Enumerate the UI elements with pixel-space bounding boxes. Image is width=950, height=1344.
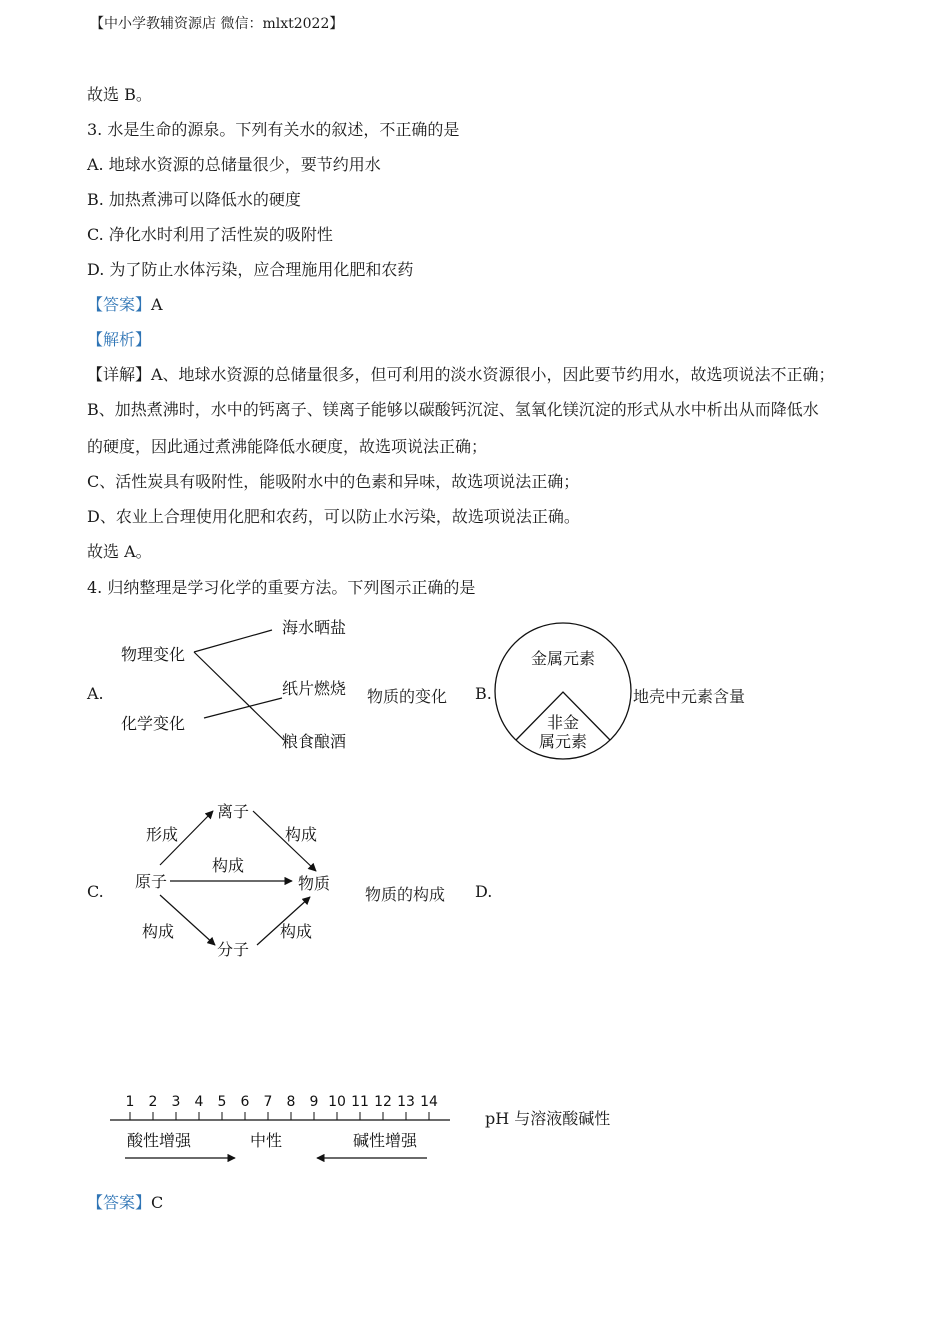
q3-option-b: B. 加热煮沸可以降低水的硬度 xyxy=(87,190,301,209)
q3-option-a: A. 地球水资源的总储量很少，要节约用水 xyxy=(87,155,381,174)
q3-analysis-tag: 【解析】 xyxy=(87,330,152,349)
ph-value-label: 10 xyxy=(328,1094,346,1110)
ph-value-label: 9 xyxy=(309,1094,319,1110)
constitute-label-bottom-right: 构成 xyxy=(280,922,313,941)
q3-detail-line-3: 的硬度，因此通过煮沸能降低水硬度，故选项说法正确； xyxy=(87,437,488,456)
ph-value-label: 3 xyxy=(171,1094,181,1110)
constitute-label-bottom-left: 构成 xyxy=(142,922,175,941)
ph-value-label: 5 xyxy=(217,1094,227,1110)
ph-ticks-group xyxy=(126,1094,438,1120)
q3-detail-line-2: B、加热煮沸时，水中的钙离子、镁离子能够以碳酸钙沉淀、氢氧化镁沉淀的形式从水中析出从而降低水 xyxy=(87,400,819,419)
option-c-diagram xyxy=(120,795,360,970)
ph-value-label: 1 xyxy=(125,1094,135,1110)
answer-value: A xyxy=(151,295,163,314)
q3-option-d: D. 为了防止水体污染，应合理施用化肥和农药 xyxy=(87,260,414,279)
link-physical-brewing xyxy=(194,652,284,740)
option-b-diagram xyxy=(492,620,634,762)
ph-value-label: 14 xyxy=(420,1094,438,1110)
constitute-label-middle: 构成 xyxy=(212,856,245,875)
substance-label: 物质 xyxy=(298,874,331,893)
ph-value-label: 13 xyxy=(397,1094,415,1110)
nonmetal-line1: 非金 xyxy=(546,713,580,732)
ph-value-label: 7 xyxy=(263,1094,273,1110)
ion-label: 离子 xyxy=(217,802,250,821)
paper-burning-label: 纸片燃烧 xyxy=(282,679,347,698)
answer-tag: 【答案】 xyxy=(87,295,152,314)
option-b-caption: 地壳中元素含量 xyxy=(633,687,746,706)
answer-tag: 【答案】 xyxy=(87,1193,152,1212)
q4-option-d-label: D. xyxy=(475,882,493,901)
nonmetal-line2: 属元素 xyxy=(538,732,588,751)
base-stronger-label: 碱性增强 xyxy=(353,1131,418,1150)
q3-detail-line-4: C、活性炭具有吸附性，能吸附水中的色素和异味，故选项说法正确； xyxy=(87,472,580,491)
metal-element-label: 金属元素 xyxy=(530,649,596,668)
option-a-diagram xyxy=(110,612,370,762)
constitute-label-top: 构成 xyxy=(285,825,318,844)
ph-value-label: 12 xyxy=(374,1094,392,1110)
q3-answer xyxy=(87,292,163,315)
q4-option-c-label: C. xyxy=(87,882,104,901)
ph-value-label: 11 xyxy=(351,1094,369,1110)
option-c-caption: 物质的构成 xyxy=(365,885,446,904)
form-label: 形成 xyxy=(146,825,179,844)
atom-label: 原子 xyxy=(135,872,168,891)
link-physical-seawater xyxy=(194,630,272,652)
q4-answer xyxy=(87,1190,163,1213)
q4-option-a-label: A. xyxy=(87,684,104,703)
option-a-caption: 物质的变化 xyxy=(367,687,448,706)
acid-stronger-label: 酸性增强 xyxy=(127,1131,192,1150)
q3-choice: 故选 A。 xyxy=(87,542,152,561)
q4-option-b-label: B. xyxy=(475,684,492,703)
prev-choice: 故选 B。 xyxy=(87,85,152,104)
ph-value-label: 8 xyxy=(286,1094,296,1110)
header-banner: 【中小学教辅资源店 微信：mlxt2022】 xyxy=(90,16,344,32)
ph-value-label: 6 xyxy=(240,1094,250,1110)
grain-brewing-label: 粮食酿酒 xyxy=(282,732,347,751)
molecule-label: 分子 xyxy=(217,940,250,959)
link-chemical-burning xyxy=(204,698,282,718)
option-d-caption: pH 与溶液酸碱性 xyxy=(485,1109,611,1128)
q3-stem: 3. 水是生命的源泉。下列有关水的叙述，不正确的是 xyxy=(87,120,460,139)
option-d-ph-scale xyxy=(105,1088,465,1168)
q3-detail-line-5: D、农业上合理使用化肥和农药，可以防止水污染，故选项说法正确。 xyxy=(87,507,580,526)
q3-option-c: C. 净化水时利用了活性炭的吸附性 xyxy=(87,225,333,244)
seawater-salt-label: 海水晒盐 xyxy=(282,618,347,637)
q3-detail-line-1: 【详解】A、地球水资源的总储量很多，但可利用的淡水资源很小，因此要节约用水，故选项说法不正确； xyxy=(87,365,835,384)
ph-value-label: 4 xyxy=(194,1094,204,1110)
ph-value-label: 2 xyxy=(148,1094,158,1110)
answer-value: C xyxy=(151,1193,164,1212)
q4-stem: 4. 归纳整理是学习化学的重要方法。下列图示正确的是 xyxy=(87,578,476,597)
chemical-change-label: 化学变化 xyxy=(121,714,186,733)
physical-change-label: 物理变化 xyxy=(121,645,186,664)
neutral-label: 中性 xyxy=(250,1131,283,1150)
